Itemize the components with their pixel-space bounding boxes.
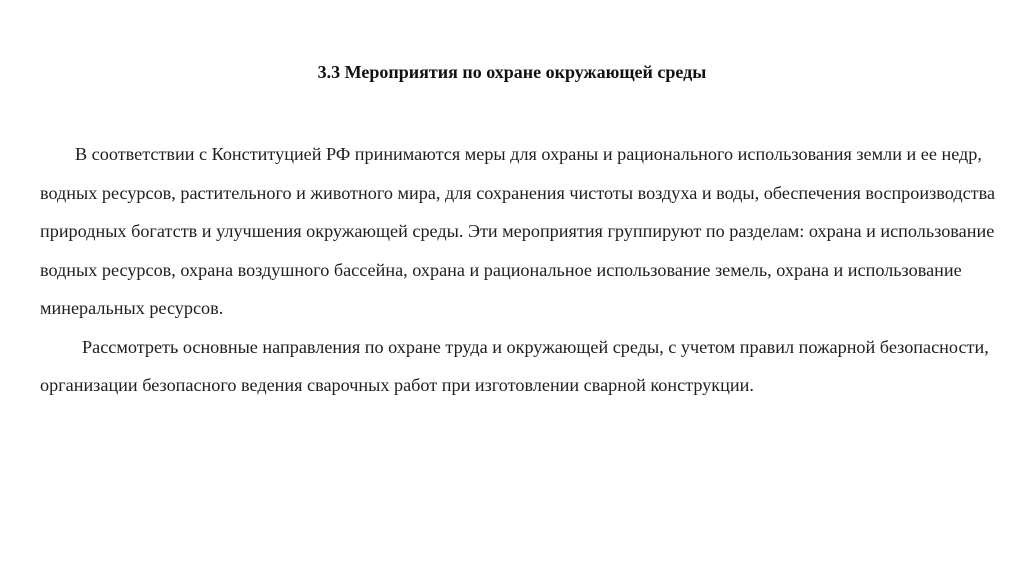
paragraph-directions: Рассмотреть основные направления по охране труда и окружающей среды, с учетом правил пожарной безопасности, организации безопасного ведения сварочных работ при изготовлении сварной конструкции. — [40, 336, 989, 395]
section-title: 3.3 Мероприятия по охране окружающей среды — [317, 62, 707, 82]
body-text — [40, 135, 1000, 405]
paragraph-constitution-measures: В соответствии с Конституцией РФ принимаются меры для охраны и рационального использования земли и ее недр, водных ресурсов, растительного и животного мира, для сохранения чистоты воздуха и воды, обеспечения воспроизводства природных богатств и улучшения окружающей среды. Эти мероприятия группируют по разделам: охрана и использование водных ресурсов, охрана воздушного бассейна, охрана и рациональное использование земель, охрана и использование минеральных ресурсов. — [40, 144, 996, 318]
